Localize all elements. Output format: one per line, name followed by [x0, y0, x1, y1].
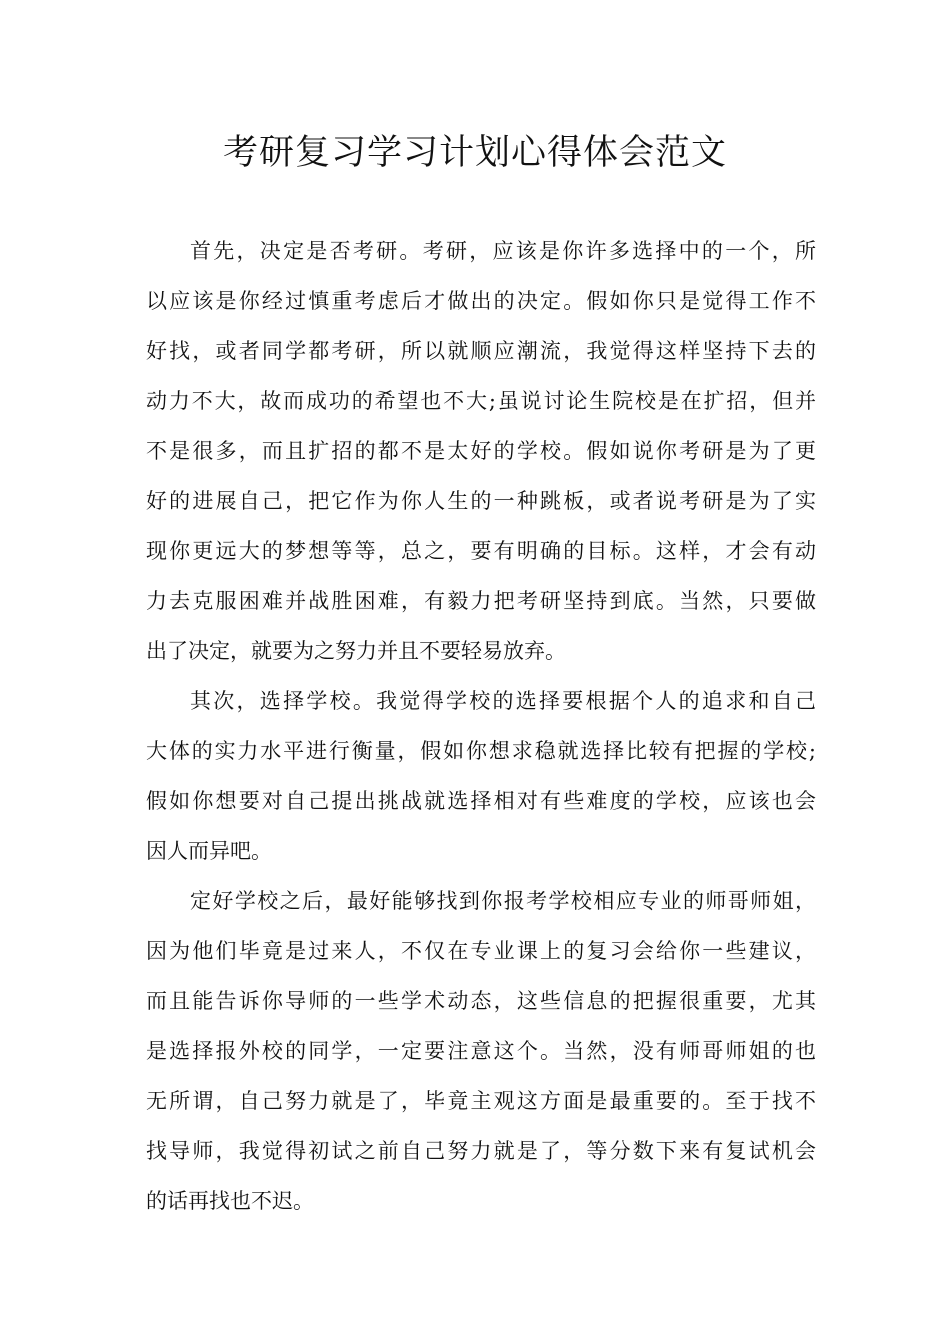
- text-line: 大体的实力水平进行衡量，假如你想求稳就选择比较有把握的学校;: [146, 739, 816, 763]
- paragraph-decision: [146, 226, 816, 676]
- text-line: 无所谓，自己努力就是了，毕竟主观这方面是最重要的。至于找不: [146, 1089, 816, 1113]
- text-line: 定好学校之后，最好能够找到你报考学校相应专业的师哥师姐，: [190, 889, 816, 913]
- text-line: 是选择报外校的同学，一定要注意这个。当然，没有师哥师姐的也: [146, 1039, 816, 1063]
- text-line: 现你更远大的梦想等等，总之，要有明确的目标。这样，才会有动: [146, 539, 816, 563]
- text-line: 而且能告诉你导师的一些学术动态，这些信息的把握很重要，尤其: [146, 989, 816, 1013]
- text-line: 的话再找也不迟。: [146, 1189, 314, 1213]
- text-line: 不是很多，而且扩招的都不是太好的学校。假如说你考研是为了更: [146, 439, 816, 463]
- text-line: 出了决定，就要为之努力并且不要轻易放弃。: [146, 639, 566, 663]
- text-line: 其次，选择学校。我觉得学校的选择要根据个人的追求和自己: [190, 689, 816, 713]
- text-line: 以应该是你经过慎重考虑后才做出的决定。假如你只是觉得工作不: [146, 289, 816, 313]
- text-line: 好的进展自己，把它作为你人生的一种跳板，或者说考研是为了实: [146, 489, 816, 513]
- paragraph-seniors: [146, 876, 816, 1226]
- text-line: 首先，决定是否考研。考研，应该是你许多选择中的一个，所: [190, 239, 816, 263]
- text-line: 力去克服困难并战胜困难，有毅力把考研坚持到底。当然，只要做: [146, 589, 816, 613]
- document-title: 考研复习学习计划心得体会范文: [222, 133, 727, 173]
- text-line: 因为他们毕竟是过来人，不仅在专业课上的复习会给你一些建议，: [146, 939, 816, 963]
- text-line: 假如你想要对自己提出挑战就选择相对有些难度的学校，应该也会: [146, 789, 816, 813]
- paragraph-choose-school: [146, 676, 816, 876]
- text-line: 因人而异吧。: [146, 839, 272, 863]
- text-line: 动力不大，故而成功的希望也不大;虽说讨论生院校是在扩招，但并: [146, 389, 816, 413]
- text-line: 好找，或者同学都考研，所以就顺应潮流，我觉得这样坚持下去的: [146, 339, 816, 363]
- text-line: 找导师，我觉得初试之前自己努力就是了，等分数下来有复试机会: [146, 1139, 816, 1163]
- document-body: [146, 226, 816, 1226]
